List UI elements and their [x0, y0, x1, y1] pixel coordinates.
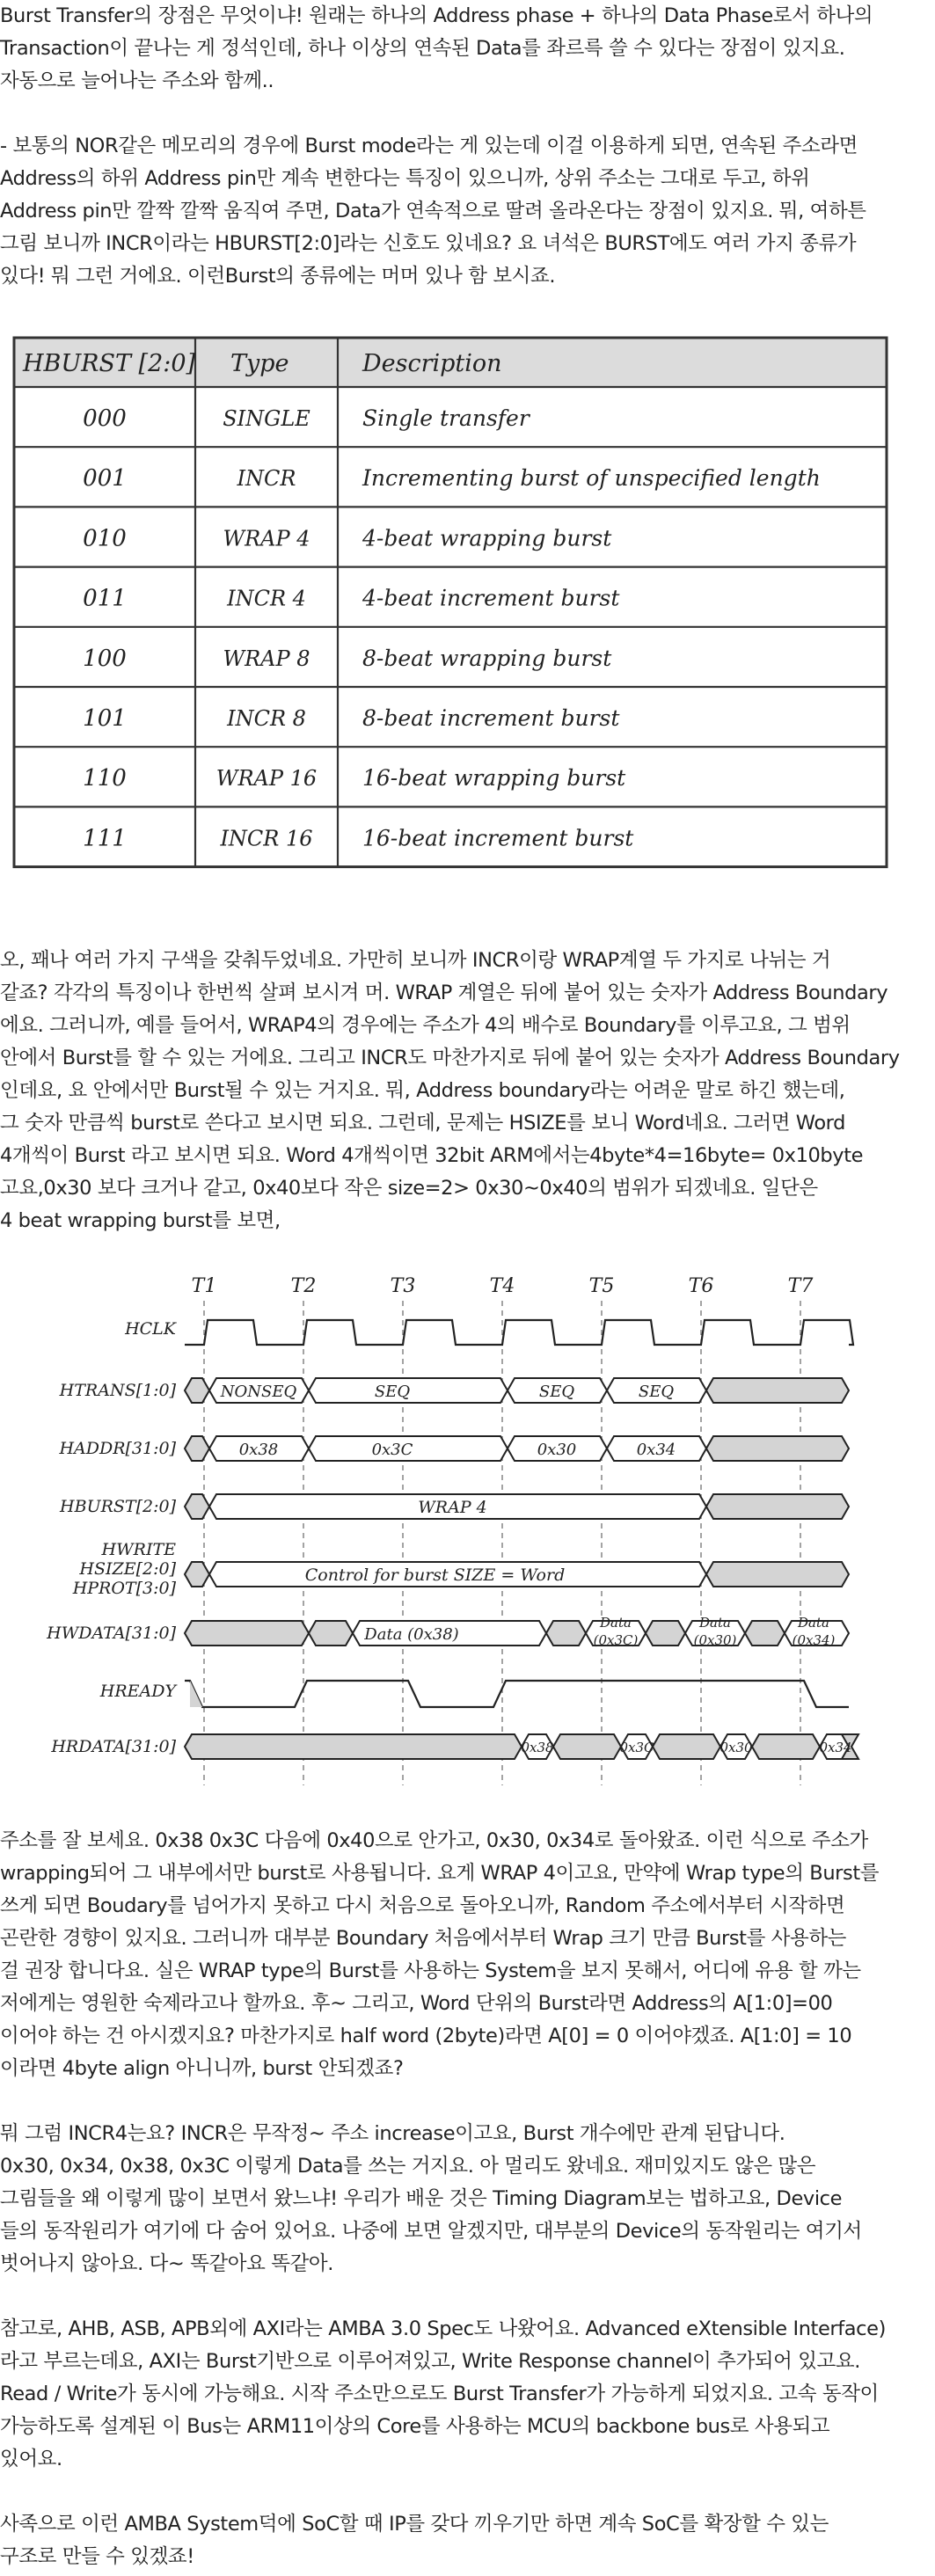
outro-line: 걸 권장 합니다요. 실은 WRAP type의 Burst를 사용하는 System을 보지 못해서, 어디에 유용 할 까는: [0, 1959, 861, 1982]
middle-paragraph: [0, 945, 935, 1237]
middle-line: 4 beat wrapping burst를 보면,: [0, 1209, 281, 1232]
table-cell-description: 8-beat wrapping burst: [362, 645, 612, 671]
hclk-waveform: [185, 1320, 853, 1345]
htrans-value: SEQ: [538, 1383, 575, 1401]
intro-line: 있다! 뭐 그런 거에요. 이런Burst의 종류에는 머머 있나 함 보시죠.: [0, 265, 556, 288]
outro-line: 뭐 그럼 INCR4는요? INCR은 무작정~ 주소 increase이고요, Burst 개수에만 관계 된답니다.: [0, 2122, 785, 2145]
table-cell-type: SINGLE: [223, 406, 310, 431]
clock-label-t3: T3: [390, 1275, 416, 1297]
outro-line: 벗어나지 않아요. 다~ 똑같아요 똑같아.: [0, 2252, 333, 2275]
signal-label: HWDATA[31:0]: [47, 1624, 176, 1643]
table-cell-type: INCR 16: [220, 826, 313, 851]
hburst-bus: [706, 1494, 849, 1519]
hwdata-value: Data: [699, 1615, 731, 1631]
haddr-value: 0x38: [238, 1441, 279, 1459]
timing-diagram-figure: [0, 1271, 935, 1794]
hburst-value: WRAP 4: [418, 1498, 487, 1517]
hrdata-bus: [185, 1734, 522, 1759]
table-cell-description: 16-beat increment burst: [362, 825, 634, 851]
hburst-table-figure: [11, 332, 890, 876]
haddr-value: 0x34: [636, 1441, 676, 1459]
htrans-value: SEQ: [638, 1383, 675, 1401]
hrdata-bus: [752, 1734, 820, 1759]
signal-label: HADDR[31:0]: [59, 1439, 176, 1458]
hwdata-value: Data: [600, 1615, 632, 1631]
hrdata-value: 0x30: [720, 1740, 753, 1755]
hburst-bus: [185, 1494, 209, 1519]
middle-line: 에요. 그러니까, 예를 들어서, WRAP4의 경우에는 주소가 4의 배수로 Boundary를 이루고요, 그 범위: [0, 1014, 851, 1037]
outro-line: 라고 부르는데요, AXI는 Burst기반으로 이루어져있고, Write Response channel이 추가되어 있고요.: [0, 2350, 860, 2373]
table-cell-type: WRAP 4: [223, 526, 310, 551]
outro-line: 이라면 4byte align 아니니까, burst 안되겠죠?: [0, 2057, 404, 2080]
table-cell-description: 16-beat wrapping burst: [362, 765, 626, 792]
table-cell-description: Single transfer: [362, 405, 530, 431]
table-cell-code: 111: [83, 825, 127, 852]
hwdata-bus: [309, 1621, 353, 1646]
signal-label: HBURST[2:0]: [60, 1497, 176, 1516]
table-cell-description: 4-beat wrapping burst: [362, 525, 612, 551]
hrdata-bus: [653, 1734, 720, 1759]
table-cell-code: 011: [83, 585, 127, 612]
middle-line: 4개씩이 Burst 라고 보시면 되요. Word 4개씩이면 32bit ARM에서는4byte*4=16byte= 0x10byte: [0, 1144, 864, 1167]
hready-waveform: [185, 1681, 849, 1707]
hwdata-bus: [745, 1621, 785, 1646]
outro-line: 그림들을 왜 이렇게 많이 보면서 왔느냐! 우리가 배운 것은 Timing Diagram보는 법하고요, Device: [0, 2187, 843, 2210]
signal-label: HTRANS[1:0]: [59, 1381, 176, 1400]
hwdata-value: (0x30): [693, 1632, 737, 1648]
intro-line: - 보통의 NOR같은 메모리의 경우에 Burst mode라는 게 있는데 이걸 이용하게 되면, 연속된 주소라면: [0, 135, 858, 157]
outro-line: 구조로 만들 수 있겠죠!: [0, 2545, 194, 2568]
table-cell-code: 000: [83, 405, 127, 432]
htrans-bus: [185, 1378, 209, 1403]
table-cell-code: 110: [83, 765, 127, 792]
outro-line: 들의 동작원리가 여기에 다 숨어 있어요. 나중에 보면 알겠지만, 대부분의 Device의 동작원리는 여기서: [0, 2220, 862, 2243]
intro-line: 자동으로 늘어나는 주소와 함께..: [0, 69, 274, 92]
intro-line: Address의 하위 Address pin만 계속 변한다는 특징이 있으니까, 상위 주소는 그대로 두고, 하위: [0, 167, 810, 190]
outro-line: 0x30, 0x34, 0x38, 0x3C 이렇게 Data를 쓰는 거지요. 아 멀리도 왔네요. 재미있지도 않은 많은: [0, 2155, 816, 2178]
outro-line: [0, 2085, 935, 2118]
middle-line: 오, 꽤나 여러 가지 구색을 갖춰두었네요. 가만히 보니까 INCR이랑 WRAP계열 두 가지로 나뉘는 거: [0, 949, 831, 972]
hrdata-value: 0x34: [819, 1740, 852, 1755]
table-cell-code: 101: [83, 705, 127, 732]
clock-label-t6: T6: [688, 1275, 714, 1297]
hrdata-value: 0x3C: [619, 1740, 654, 1755]
hwdata-bus: [546, 1621, 586, 1646]
hrdata-bus: [553, 1734, 621, 1759]
clock-label-t7: T7: [787, 1275, 814, 1297]
haddr-value: 0x3C: [371, 1441, 413, 1459]
intro-line: 그림 보니까 INCR이라는 HBURST[2:0]라는 신호도 있네요? 요 녀석은 BURST에도 여러 가지 종류가: [0, 232, 857, 255]
table-cell-code: 010: [83, 525, 127, 552]
hrdata-value: 0x38: [521, 1740, 554, 1755]
signal-label: HSIZE[2:0]: [79, 1559, 176, 1579]
hwdata-value: Data: [798, 1615, 829, 1631]
middle-line: 그 숫자 만큼씩 burst로 쓴다고 보시면 되요. 그런데, 문제는 HSIZE를 보니 Word네요. 그러면 Word: [0, 1112, 846, 1135]
table-cell-code: 100: [83, 645, 127, 672]
haddr-value: 0x30: [537, 1441, 577, 1459]
table-cell-type: WRAP 16: [215, 766, 318, 792]
control-bus: [706, 1562, 849, 1587]
signal-label: HCLK: [125, 1319, 176, 1339]
outro-line: 가능하도록 설계된 이 Bus는 ARM11이상의 Core를 사용하는 MCU의 backbone bus로 사용되고: [0, 2415, 830, 2438]
table-cell-type: INCR 8: [227, 706, 306, 731]
outro-line: wrapping되어 그 내부에서만 burst로 사용됩니다. 요게 WRAP 4이고요, 만약에 Wrap type의 Burst를: [0, 1862, 880, 1885]
table-header-hburst: HBURST [2:0]: [23, 350, 196, 377]
htrans-bus: [706, 1378, 849, 1403]
haddr-bus: [706, 1436, 849, 1461]
control-bus: [185, 1562, 209, 1587]
outro-paragraph: [0, 1825, 935, 2573]
intro-line: Burst Transfer의 장점은 무엇이냐! 원래는 하나의 Address phase + 하나의 Data Phase로서 하나의: [0, 4, 873, 27]
signal-label: HPROT[3:0]: [72, 1579, 176, 1598]
hwdata-value: Data (0x38): [364, 1625, 459, 1644]
table-header-description: Description: [362, 350, 502, 377]
clock-label-t4: T4: [489, 1275, 515, 1297]
signal-label: HWRITE: [101, 1540, 176, 1559]
outro-line: 곤란한 경향이 있지요. 그러니까 대부분 Boundary 처음에서부터 Wrap 크기 만큼 Burst를 사용하는: [0, 1927, 847, 1950]
outro-line: 주소를 잘 보세요. 0x38 0x3C 다음에 0x40으로 안가고, 0x30, 0x34로 돌아왔죠. 이런 식으로 주소가: [0, 1829, 868, 1852]
outro-line: [0, 2280, 935, 2313]
middle-line: 같죠? 각각의 특징이나 한번씩 살펴 보시겨 머. WRAP 계열은 뒤에 붙어 있는 숫자가 Address Boundary: [0, 982, 888, 1004]
outro-line: 쓰게 되면 Boudary를 넘어가지 못하고 다시 처음으로 돌아오니까, Random 주소에서부터 시작하면: [0, 1894, 845, 1917]
intro-line: Transaction이 끝나는 게 정석인데, 하나 이상의 연속된 Data를 좌르륵 쓸 수 있다는 장점이 있지요.: [0, 37, 845, 60]
middle-line: 인데요, 요 안에서만 Burst될 수 있는 거지요. 뭐, Address boundary라는 어려운 말로 하긴 했는데,: [0, 1079, 845, 1102]
hwdata-bus: [185, 1621, 309, 1646]
htrans-value: NONSEQ: [220, 1383, 297, 1401]
intro-line: [0, 98, 935, 130]
outro-line: 저에게는 영원한 숙제라고나 할까요. 후~ 그리고, Word 단위의 Burst라면 Address의 A[1:0]=00: [0, 1992, 833, 2015]
haddr-bus: [185, 1436, 209, 1461]
table-cell-code: 001: [83, 465, 127, 493]
signal-label: HRDATA[31:0]: [51, 1737, 176, 1756]
htrans-value: SEQ: [374, 1383, 411, 1401]
table-cell-description: 4-beat increment burst: [362, 585, 620, 611]
hwdata-value: (0x3C): [593, 1632, 639, 1648]
intro-paragraph: [0, 0, 935, 293]
table-cell-description: Incrementing burst of unspecified length: [362, 465, 821, 492]
control-value: Control for burst SIZE = Word: [304, 1565, 566, 1585]
clock-label-t2: T2: [290, 1275, 317, 1297]
outro-line: 참고로, AHB, ASB, APB외에 AXI라는 AMBA 3.0 Spec도 나왔어요. Advanced eXtensible Interface): [0, 2317, 886, 2340]
table-cell-type: WRAP 8: [223, 646, 310, 671]
outro-line: Read / Write가 동시에 가능해요. 시작 주소만으로도 Burst Transfer가 가능하게 되었지요. 고속 동작이: [0, 2383, 879, 2405]
middle-line: 안에서 Burst를 할 수 있는 거에요. 그리고 INCR도 마찬가지로 뒤에 붙어 있는 숫자가 Address Boundary: [0, 1047, 900, 1069]
outro-line: 있어요.: [0, 2448, 62, 2470]
outro-line: 사족으로 이런 AMBA System덕에 SoC할 때 IP를 갖다 끼우기만 하면 계속 SoC를 확장할 수 있는: [0, 2513, 829, 2536]
clock-label-t1: T1: [191, 1275, 217, 1297]
table-cell-type: INCR: [237, 466, 296, 492]
hwdata-value: (0x34): [792, 1632, 836, 1648]
signal-label: HREADY: [99, 1682, 176, 1701]
intro-line: Address pin만 깔짝 깔짝 움직여 주면, Data가 연속적으로 딸려 올라온다는 장점이 있지요. 뭐, 여하튼: [0, 200, 866, 223]
table-cell-description: 8-beat increment burst: [362, 705, 620, 731]
table-cell-type: INCR 4: [227, 586, 306, 611]
outro-line: 이어야 하는 건 아시겠지요? 마찬가지로 half word (2byte)라면 A[0] = 0 이어야겠죠. A[1:0] = 10: [0, 2025, 852, 2047]
middle-line: 고요,0x30 보다 크거나 같고, 0x40보다 작은 size=2> 0x30~0x40의 범위가 되겠네요. 일단은: [0, 1177, 818, 1200]
table-header-type: Type: [230, 350, 289, 377]
outro-line: [0, 2476, 935, 2508]
clock-label-t5: T5: [588, 1275, 615, 1297]
hwdata-bus: [646, 1621, 685, 1646]
